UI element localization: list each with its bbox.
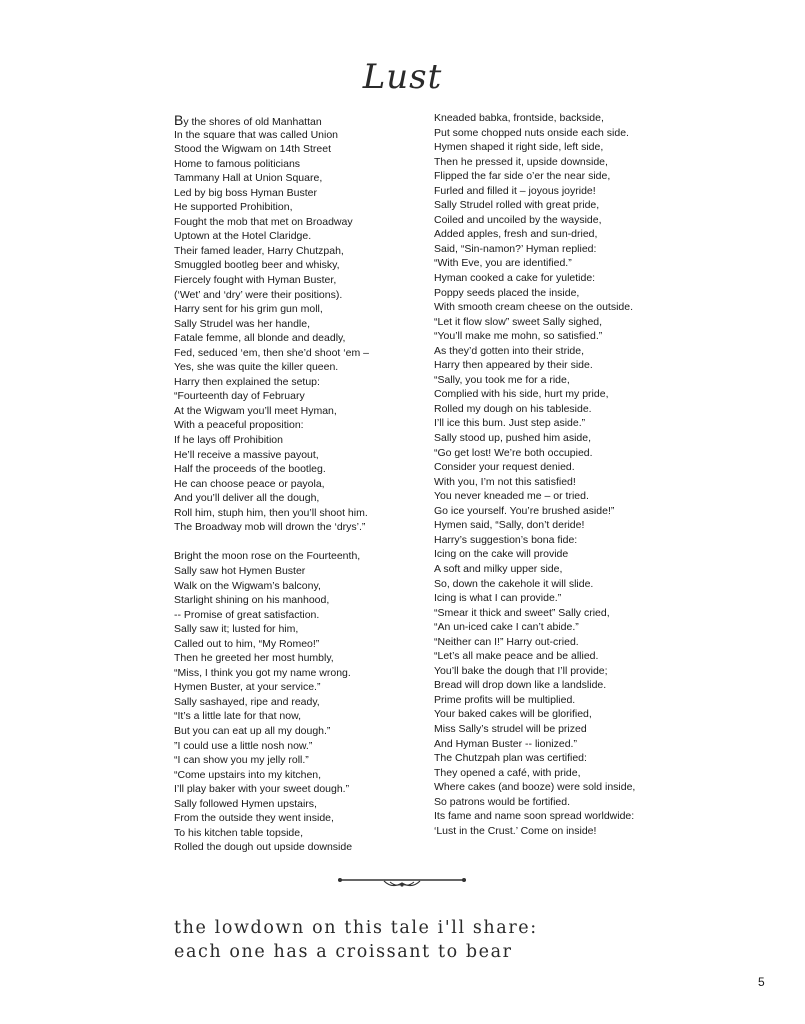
poem-right-column [434, 111, 764, 838]
poem-line: Sally saw it; lusted for him, [174, 623, 299, 636]
poem-line: In the square that was called Union [174, 128, 339, 141]
poem-line: If he lays off Prohibition [174, 434, 283, 447]
poem-line: Prime profits will be multiplied. [434, 693, 576, 706]
poem-line: To his kitchen table topside, [174, 826, 303, 839]
poem-line: Fatale femme, all blonde and deadly, [174, 332, 346, 345]
poem-line: Sally saw hot Hymen Buster [174, 564, 306, 577]
poem-line: “Fourteenth day of February [174, 390, 305, 403]
poem-line: You never kneaded me – or tried. [434, 490, 589, 503]
poem-stanza-1 [174, 128, 414, 535]
poem-line: Their famed leader, Harry Chutzpah, [174, 244, 344, 257]
poem-line: Flipped the far side o’er the near side, [434, 170, 611, 183]
poem-line: Sally Strudel rolled with great pride, [434, 199, 600, 212]
poem-line: Sally sashayed, ripe and ready, [174, 695, 320, 708]
poem-line: As they’d gotten into their stride, [434, 344, 584, 357]
poem-line: But you can eat up all my dough.” [174, 724, 331, 737]
poem-line: Smuggled bootleg beer and whisky, [174, 259, 340, 272]
poem-line: I’ll play baker with your sweet dough.” [174, 783, 350, 796]
poem-line: Bright the moon rose on the Fourteenth, [174, 550, 361, 563]
poem-line: Sally followed Hymen upstairs, [174, 797, 317, 810]
poem-line: “Let’s all make peace and be allied. [434, 650, 599, 663]
poem-line: “Let it flow slow” sweet Sally sighed, [434, 315, 603, 328]
first-line-text: y the shores of old Manhattan [183, 116, 322, 128]
poem-line: Then he pressed it, upside downside, [434, 155, 608, 168]
poem-line: Consider your request denied. [434, 461, 575, 474]
poem-line: Half the proceeds of the bootleg. [174, 463, 326, 476]
divider-ornament-icon [336, 874, 468, 890]
page-number: 5 [758, 975, 765, 989]
poem-line: Harry sent for his grim gun moll, [174, 303, 323, 316]
poem-line: The Broadway mob will drown the ‘drys’.” [174, 521, 366, 534]
poem-line: ”I could use a little nosh now.” [174, 739, 313, 752]
poem-line: Then he greeted her most humbly, [174, 652, 334, 665]
poem-line: “Come upstairs into my kitchen, [174, 768, 322, 781]
poem-line: -- Promise of great satisfaction. [174, 608, 320, 621]
closing-couplet [174, 916, 774, 964]
poem-line: At the Wigwam you’ll meet Hyman, [174, 404, 337, 417]
poem-line: Hymen shaped it right side, left side, [434, 141, 604, 154]
poem-line: Hymen Buster, at your service.” [174, 681, 321, 694]
poem-line: With smooth cream cheese on the outside. [434, 301, 634, 314]
poem-line: “Go get lost! We’re both occupied. [434, 446, 593, 459]
poem-line: “Sally, you took me for a ride, [434, 373, 570, 386]
drop-cap: B [174, 112, 184, 128]
poem-line: Go ice yourself. You’re brushed aside!” [434, 504, 615, 517]
poem-line: Fiercely fought with Hyman Buster, [174, 274, 337, 287]
poem-line: Hyman cooked a cake for yuletide: [434, 272, 596, 285]
poem-line: “With Eve, you are identified.” [434, 257, 572, 270]
poem-line: Miss Sally’s strudel will be prized [434, 722, 587, 735]
poem-line: Led by big boss Hyman Buster [174, 186, 317, 199]
poem-line: Coiled and uncoiled by the wayside, [434, 213, 602, 226]
poem-line: Harry’s suggestion’s bona fide: [434, 533, 578, 546]
poem-line: Walk on the Wigwam’s balcony, [174, 579, 321, 592]
closing-line-2: each one has a croissant to bear [174, 942, 513, 962]
poem-line: ‘Lust in the Crust.’ Come on inside! [434, 824, 597, 837]
poem-line: “Neither can I!” Harry out-cried. [434, 635, 579, 648]
stanza-break [174, 535, 414, 550]
poem-line: Icing on the cake will provide [434, 548, 569, 561]
poem-line: He’ll receive a massive payout, [174, 448, 319, 461]
poem-line: Fed, seduced ‘em, then she’d shoot ‘em – [174, 346, 369, 359]
poem-line: He supported Prohibition, [174, 201, 293, 214]
poem-line: “It’s a little late for that now, [174, 710, 302, 723]
poem-line: And you’ll deliver all the dough, [174, 492, 320, 505]
page-title: Lust [362, 57, 443, 97]
poem-line: Harry then explained the setup: [174, 375, 320, 388]
poem-line: Yes, she was quite the killer queen. [174, 361, 339, 374]
poem-first-line [174, 113, 414, 128]
poem-line: Added apples, fresh and sun-dried, [434, 228, 598, 241]
poem-line: Poppy seeds placed the inside, [434, 286, 580, 299]
poem-line: Where cakes (and booze) were sold inside, [434, 781, 636, 794]
poem-line: A soft and milky upper side, [434, 562, 563, 575]
poem-line: Sally Strudel was her handle, [174, 317, 310, 330]
poem-line: Icing is what I can provide.” [434, 592, 562, 605]
poem-line: Starlight shining on his manhood, [174, 594, 330, 607]
poem-line: From the outside they went inside, [174, 812, 334, 825]
poem-line: Called out to him, “My Romeo!” [174, 637, 320, 650]
poem-line: Said, “Sin-namon?’ Hyman replied: [434, 242, 597, 255]
poem-line: They opened a café, with pride, [434, 766, 581, 779]
poem-line: Sally stood up, pushed him aside, [434, 432, 592, 445]
poem-line: Hymen said, “Sally, don’t deride! [434, 519, 585, 532]
poem-stanza-2 [174, 549, 414, 854]
poem-line: “Miss, I think you got my name wrong. [174, 666, 351, 679]
poem-line: Home to famous politicians [174, 157, 301, 170]
poem-line: Roll him, stuph him, then you’ll shoot him. [174, 506, 368, 519]
poem-line: “Smear it thick and sweet” Sally cried, [434, 606, 610, 619]
poem-line: Rolled my dough on his tableside. [434, 402, 592, 415]
poem-line: I’ll ice this bum. Just step aside.” [434, 417, 586, 430]
poem-line: “An un-iced cake I can’t abide.” [434, 621, 579, 634]
poem-line: Harry then appeared by their side. [434, 359, 593, 372]
poem-line: Put some chopped nuts onside each side. [434, 126, 629, 139]
poem-line: Furled and filled it – joyous joyride! [434, 184, 596, 197]
closing-line-1: the lowdown on this tale i'll share: [174, 918, 538, 938]
poem-line: You’ll bake the dough that I’ll provide; [434, 664, 608, 677]
poem-line: Fought the mob that met on Broadway [174, 215, 353, 228]
poem-line: (‘Wet’ and ‘dry’ were their positions). [174, 288, 343, 301]
poem-line: The Chutzpah plan was certified: [434, 752, 587, 765]
poem-line: Its fame and name soon spread worldwide: [434, 810, 635, 823]
poem-line: Complied with his side, hurt my pride, [434, 388, 609, 401]
poem-line: And Hyman Buster -- lionized.” [434, 737, 577, 750]
poem-line: So, down the cakehole it will slide. [434, 577, 594, 590]
poem-line: With a peaceful proposition: [174, 419, 304, 432]
poem-line: “I can show you my jelly roll.” [174, 754, 309, 767]
poem-line: Your baked cakes will be glorified, [434, 708, 592, 721]
poem-line: Bread will drop down like a landslide. [434, 679, 607, 692]
poem-line: Rolled the dough out upside downside [174, 841, 353, 854]
poem-line: So patrons would be fortified. [434, 795, 570, 808]
poem-line: Tammany Hall at Union Square, [174, 172, 323, 185]
poem-line: Uptown at the Hotel Claridge. [174, 230, 312, 243]
poem-left-column [174, 113, 414, 855]
poem-line: He can choose peace or payola, [174, 477, 325, 490]
poem-line: “You’ll make me mohn, so satisfied.” [434, 330, 603, 343]
poem-line: Stood the Wigwam on 14th Street [174, 143, 332, 156]
poem-line: With you, I’m not this satisfied! [434, 475, 576, 488]
poem-line: Kneaded babka, frontside, backside, [434, 112, 604, 124]
